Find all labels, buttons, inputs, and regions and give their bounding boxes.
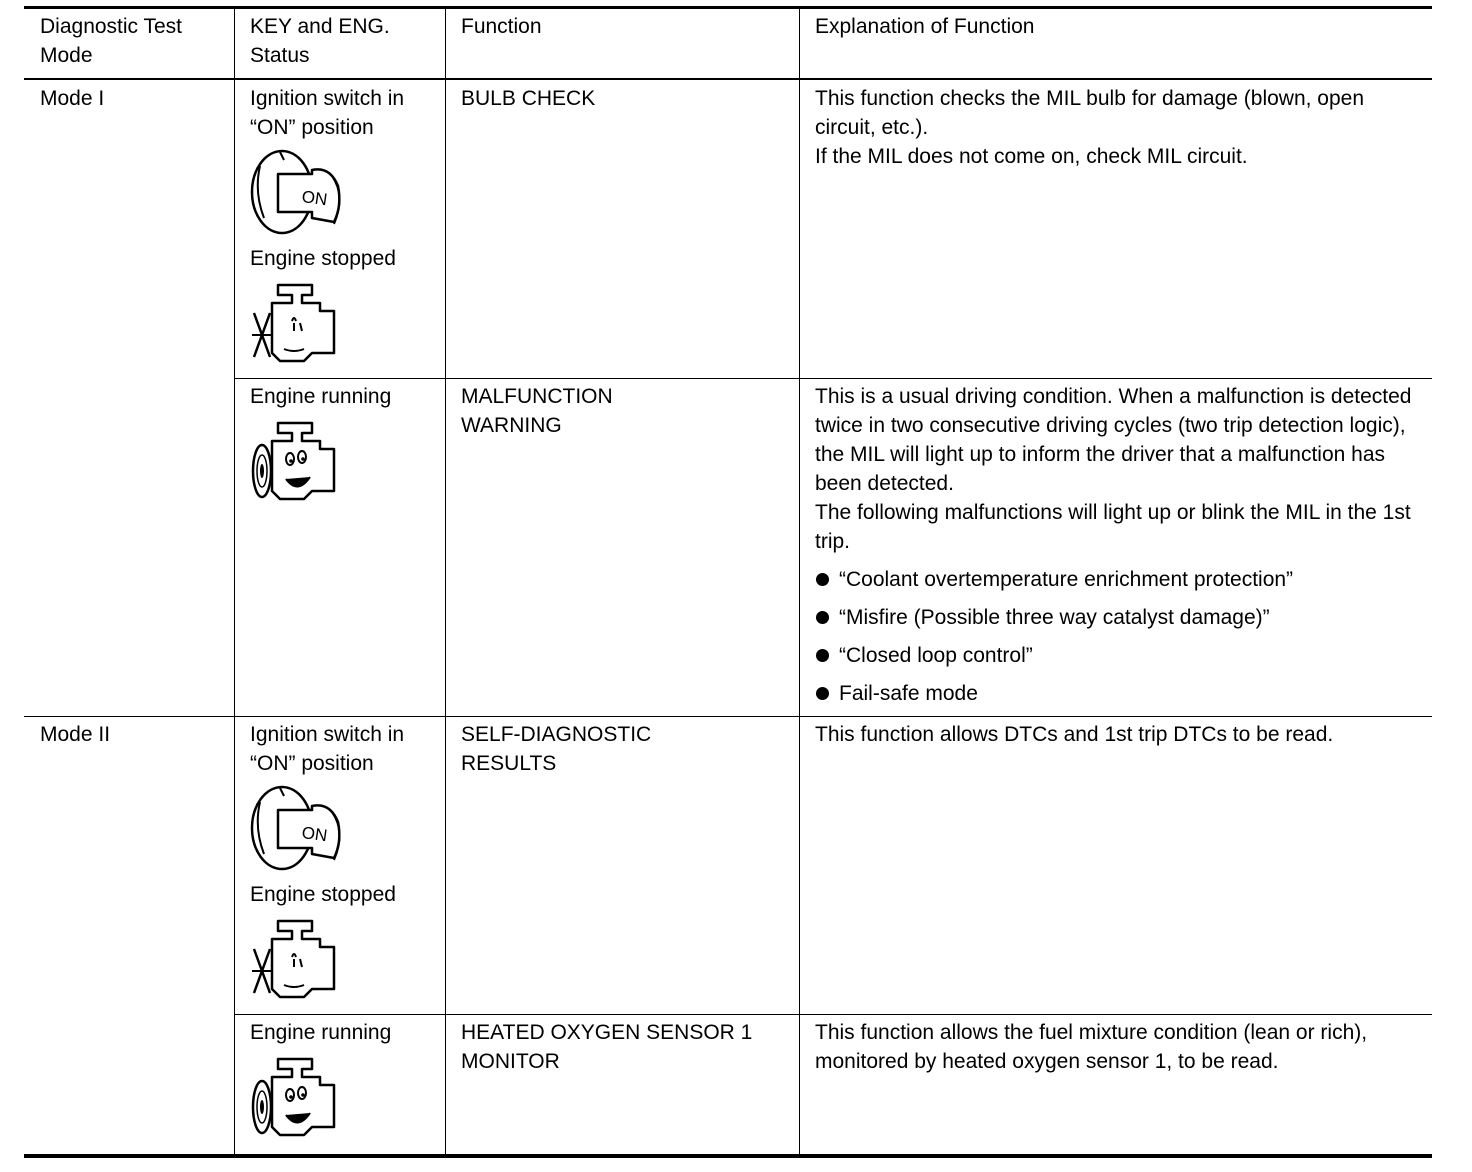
function-cell xyxy=(445,84,799,113)
bullet-icon xyxy=(816,573,829,586)
key-status-text: Ignition switch in “ON” position xyxy=(250,87,405,139)
bullet-text: Fail-safe mode xyxy=(839,682,978,705)
header-status-text: KEY and ENG. Status xyxy=(250,15,390,67)
explanation-text: This function allows the fuel mixture condition (lean or rich), monitored by heated oxygen sensor 1, to be read. xyxy=(815,1021,1368,1073)
malfunction-bullet-list xyxy=(815,565,1418,708)
explanation-cell xyxy=(799,382,1432,708)
table-top-rule xyxy=(24,6,1432,9)
header-bottom-rule xyxy=(24,78,1432,80)
table-bottom-rule xyxy=(24,1154,1432,1158)
function-cell xyxy=(445,1018,799,1076)
diagnostic-test-mode-table xyxy=(24,6,1432,1158)
bullet-icon xyxy=(816,687,829,700)
function-cell xyxy=(445,720,799,778)
key-on-label: ON xyxy=(300,822,329,846)
bullet-text: “Misfire (Possible three way catalyst damage)” xyxy=(839,606,1270,629)
header-mode-text: Diagnostic Test Mode xyxy=(40,15,183,67)
mode-cell xyxy=(24,720,234,749)
function-name: HEATED OXYGEN SENSOR 1 MONITOR xyxy=(461,1021,753,1073)
list-item xyxy=(815,565,1418,594)
bullet-icon xyxy=(816,649,829,662)
bullet-text: “Coolant overtemperature enrichment protection” xyxy=(839,568,1294,591)
engine-running-icon xyxy=(250,1051,350,1141)
mode-label: Mode II xyxy=(40,723,111,746)
header-function-text: Function xyxy=(461,15,542,38)
ignition-key-on-icon xyxy=(250,146,350,238)
explanation-text: This function allows DTCs and 1st trip DTCs to be read. xyxy=(815,723,1334,746)
function-name: MALFUNCTION WARNING xyxy=(461,385,613,437)
list-item xyxy=(815,679,1418,708)
function-name: SELF-DIAGNOSTIC RESULTS xyxy=(461,723,652,775)
bullet-icon xyxy=(816,611,829,624)
header-function xyxy=(445,12,799,41)
explanation-cell xyxy=(799,1018,1432,1076)
status-cell xyxy=(234,720,445,1009)
list-item xyxy=(815,603,1418,632)
explanation-text: This function checks the MIL bulb for damage (blown, open circuit, etc.). xyxy=(815,87,1365,139)
status-cell xyxy=(234,1018,445,1147)
explanation-cell xyxy=(799,720,1432,749)
explanation-text: The following malfunctions will light up or blink the MIL in the 1st trip. xyxy=(815,501,1411,553)
header-status xyxy=(234,12,445,70)
engine-running-icon xyxy=(250,415,350,505)
engine-status-text: Engine running xyxy=(250,385,392,408)
engine-status-text: Engine stopped xyxy=(250,247,396,270)
explanation-cell xyxy=(799,84,1432,171)
ignition-key-on-icon xyxy=(250,782,350,874)
status-cell xyxy=(234,84,445,373)
explanation-text: This is a usual driving condition. When a malfunction is detected twice in two consecutive driving cycles (two trip detection logic), the MIL will light up to inform the driver that a malfunction has been detected. xyxy=(815,385,1412,495)
list-item xyxy=(815,641,1418,670)
mode-label: Mode I xyxy=(40,87,105,110)
header-explanation xyxy=(799,12,1432,41)
row-rule xyxy=(234,378,1432,379)
function-cell xyxy=(445,382,799,440)
engine-stopped-icon xyxy=(250,913,350,1003)
explanation-text: If the MIL does not come on, check MIL circuit. xyxy=(815,145,1248,168)
mode-cell xyxy=(24,84,234,113)
key-on-label: ON xyxy=(300,186,329,210)
column-rule xyxy=(445,6,446,1156)
engine-status-text: Engine stopped xyxy=(250,883,396,906)
function-name: BULB CHECK xyxy=(461,87,596,110)
status-cell xyxy=(234,382,445,511)
row-rule xyxy=(24,716,1432,717)
engine-status-text: Engine running xyxy=(250,1021,392,1044)
bullet-text: “Closed loop control” xyxy=(839,644,1033,667)
key-status-text: Ignition switch in “ON” position xyxy=(250,723,405,775)
header-explanation-text: Explanation of Function xyxy=(815,15,1035,38)
row-rule xyxy=(234,1014,1432,1015)
engine-stopped-icon xyxy=(250,277,350,367)
header-mode xyxy=(24,12,234,70)
